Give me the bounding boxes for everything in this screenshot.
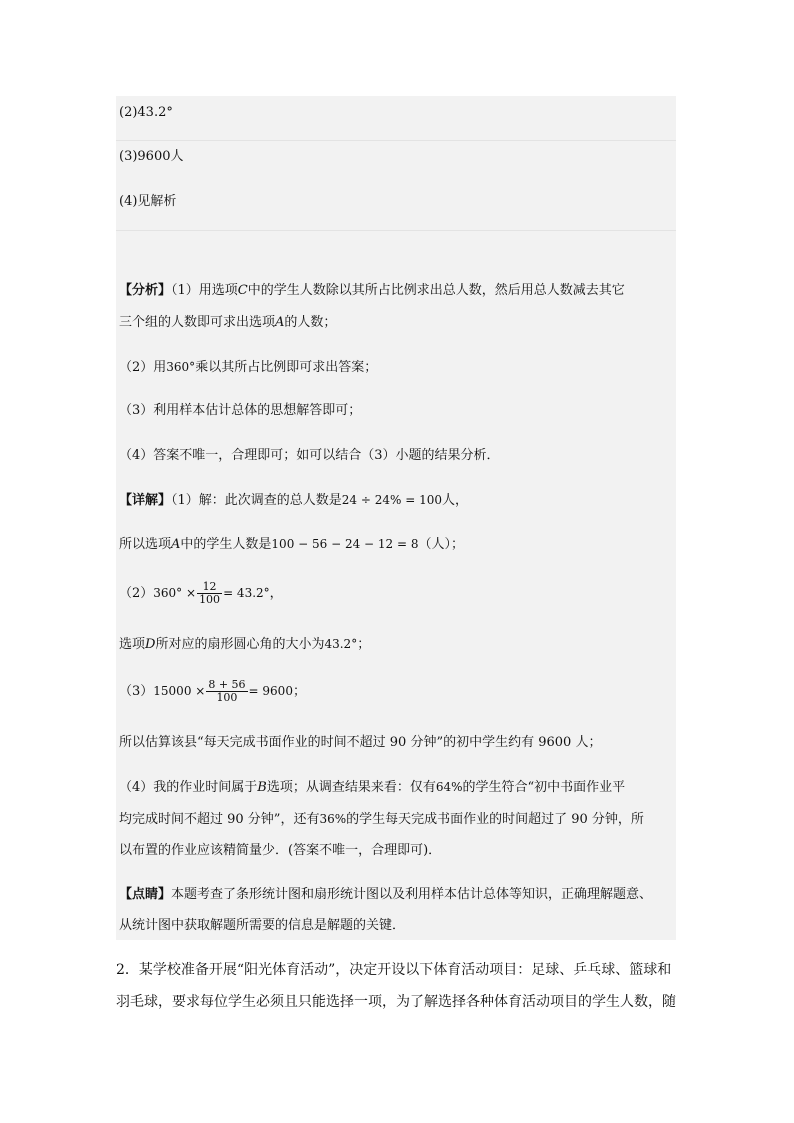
comment-label: 【点睛】 xyxy=(119,887,172,902)
detail-line-6: 所以估算该县“每天完成书面作业的时间不超过 90 分钟”的初中学生约有 9600 人； xyxy=(119,735,602,750)
detail-line-2: 所以选项A中的学生人数是100 − 56 − 24 − 12 = 8（人）； xyxy=(119,537,465,552)
analysis-line-2: 三个组的人数即可求出选项A的人数； xyxy=(119,315,337,330)
detail-label: 【详解】 xyxy=(119,493,172,508)
answer-2: (2)43.2° xyxy=(119,105,173,120)
answer-3: (3)9600人 xyxy=(119,149,184,164)
question-2-line-1: 2．某学校准备开展“阳光体育活动”，决定开设以下体育活动项目：足球、乒乓球、篮球和 xyxy=(116,962,672,978)
detail-line-3: （2）360° × $\frac{12}{100}$ = 43.2°， xyxy=(119,580,283,606)
analysis-line-1: 【分析】（1）用选项C中的学生人数除以其所占比例求出总人数，然后用总人数减去其它 xyxy=(119,283,625,298)
divider xyxy=(116,230,676,231)
fraction: $\frac{8 + 56}{100}$ xyxy=(208,678,246,704)
detail-line-7: （4）我的作业时间属于B选项；从调查结果来看：仅有64%的学生符合“初中书面作业平 xyxy=(119,780,626,795)
analysis-line-4: （3）利用样本估计总体的思想解答即可； xyxy=(119,403,362,418)
detail-line-9: 以布置的作业应该精简量少．(答案不唯一，合理即可)． xyxy=(119,843,442,858)
analysis-line-5: （4）答案不唯一，合理即可；如可以结合（3）小题的结果分析． xyxy=(119,448,500,463)
analysis-line-3: （2）用360°乘以其所占比例即可求出答案； xyxy=(119,360,378,375)
fraction: $\frac{12}{100}$ xyxy=(199,580,221,606)
divider xyxy=(116,140,676,141)
detail-line-5: （3）15000 × $\frac{8 + 56}{100}$ = 9600； xyxy=(119,678,306,704)
detail-line-8: 均完成时间不超过 90 分钟”，还有36%的学生每天完成书面作业的时间超过了 90 分钟，所 xyxy=(119,812,644,827)
question-2-line-2: 羽毛球，要求每位学生必须且只能选择一项，为了解选择各种体育活动项目的学生人数，随 xyxy=(116,994,676,1010)
comment-line-1: 【点睛】本题考查了条形统计图和扇形统计图以及利用样本估计总体等知识，正确理解题意、 xyxy=(119,887,653,902)
answer-4: (4)见解析 xyxy=(119,194,177,209)
detail-line-1: 【详解】（1）解：此次调查的总人数是24 ÷ 24% = 100人， xyxy=(119,493,469,508)
detail-line-4: 选项D所对应的扇形圆心角的大小为43.2°； xyxy=(119,637,371,652)
analysis-label: 【分析】 xyxy=(119,283,172,298)
comment-line-2: 从统计图中获取解题所需要的信息是解题的关键． xyxy=(119,918,406,933)
